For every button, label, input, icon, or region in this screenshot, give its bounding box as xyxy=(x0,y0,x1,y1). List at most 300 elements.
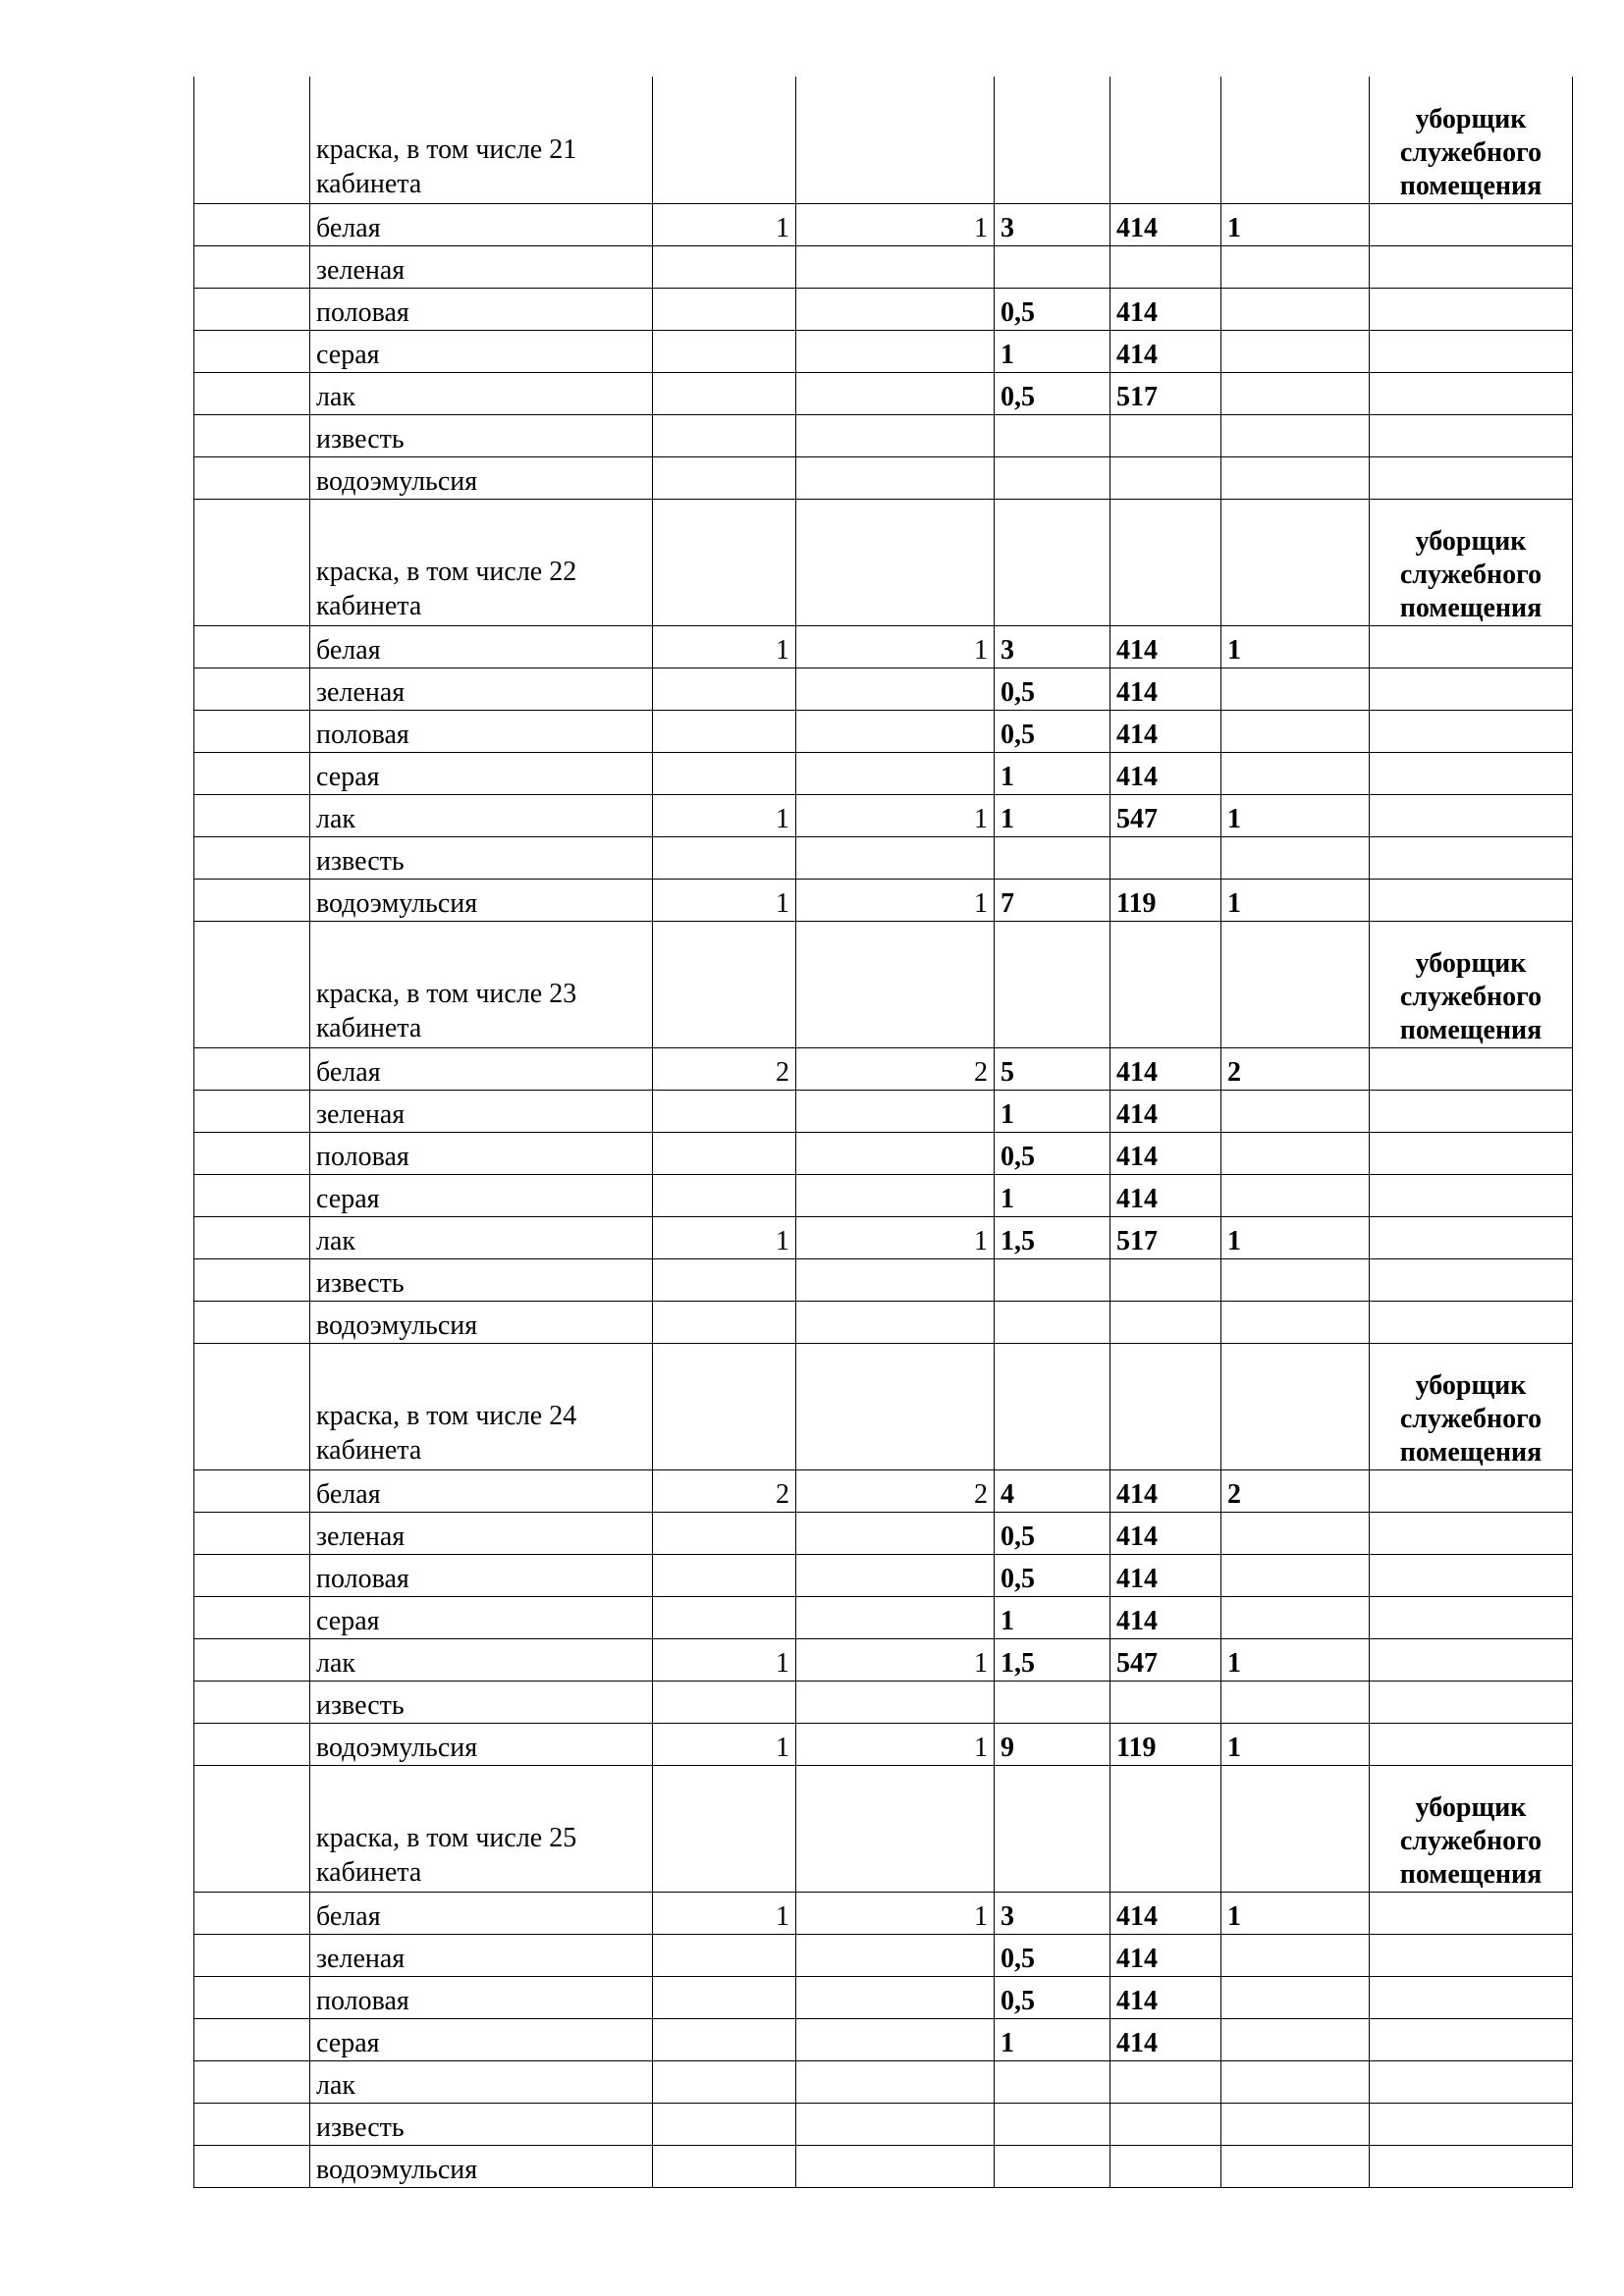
table-row xyxy=(194,1723,1573,1765)
empty-cell xyxy=(194,836,310,879)
price-cell xyxy=(1110,414,1221,456)
qty-cell: 1 xyxy=(796,1892,995,1934)
empty-cell xyxy=(194,921,310,1047)
qty-cell xyxy=(796,1301,995,1343)
item-name: водоэмульсия xyxy=(310,2145,653,2187)
price-cell: 547 xyxy=(1110,794,1221,836)
qty-cell xyxy=(653,1681,796,1723)
item-name: зеленая xyxy=(310,1934,653,1976)
price-cell: 414 xyxy=(1110,2018,1221,2060)
empty-cell xyxy=(1370,245,1573,288)
empty-cell xyxy=(194,1723,310,1765)
qty-cell: 1 xyxy=(796,625,995,667)
qty-cell xyxy=(653,372,796,414)
item-name: половая xyxy=(310,1976,653,2018)
empty-cell xyxy=(1370,1934,1573,1976)
empty-cell xyxy=(194,414,310,456)
empty-cell xyxy=(653,499,796,625)
count-cell xyxy=(1221,1174,1370,1216)
qty-cell: 2 xyxy=(796,1469,995,1512)
price-cell: 414 xyxy=(1110,1512,1221,1554)
qty-cell xyxy=(653,1554,796,1596)
empty-cell xyxy=(194,1976,310,2018)
count-cell xyxy=(1221,288,1370,330)
section-header-row xyxy=(194,77,1573,203)
price-cell: 119 xyxy=(1110,1723,1221,1765)
empty-cell xyxy=(194,1554,310,1596)
qty-cell xyxy=(653,1174,796,1216)
table-row xyxy=(194,1469,1573,1512)
table-row xyxy=(194,203,1573,245)
empty-cell xyxy=(194,77,310,203)
item-name: лак xyxy=(310,1216,653,1258)
empty-cell xyxy=(194,752,310,794)
qty-cell: 1 xyxy=(796,879,995,921)
count-cell xyxy=(1221,710,1370,752)
count-cell: 1 xyxy=(1221,203,1370,245)
qty-cell: 1 xyxy=(796,203,995,245)
qty-cell xyxy=(653,1132,796,1174)
qty-cell xyxy=(653,414,796,456)
table-body xyxy=(194,77,1573,2187)
qty-cell xyxy=(796,752,995,794)
empty-cell xyxy=(1370,330,1573,372)
amount-cell: 1 xyxy=(995,330,1110,372)
count-cell: 1 xyxy=(1221,1892,1370,1934)
price-cell xyxy=(1110,836,1221,879)
count-cell xyxy=(1221,2145,1370,2187)
qty-cell xyxy=(653,710,796,752)
amount-cell: 0,5 xyxy=(995,1554,1110,1596)
empty-cell xyxy=(194,1638,310,1681)
qty-cell: 2 xyxy=(653,1469,796,1512)
item-name: серая xyxy=(310,330,653,372)
role-label: уборщик служебного помещения xyxy=(1370,1343,1573,1469)
qty-cell xyxy=(796,1174,995,1216)
amount-cell: 0,5 xyxy=(995,710,1110,752)
empty-cell xyxy=(1370,710,1573,752)
qty-cell xyxy=(796,372,995,414)
qty-cell xyxy=(653,836,796,879)
qty-cell xyxy=(796,456,995,499)
empty-cell xyxy=(194,330,310,372)
table-row xyxy=(194,1174,1573,1216)
count-cell xyxy=(1221,330,1370,372)
table-row xyxy=(194,1638,1573,1681)
item-name: водоэмульсия xyxy=(310,456,653,499)
qty-cell: 1 xyxy=(653,203,796,245)
table-row xyxy=(194,288,1573,330)
item-name: серая xyxy=(310,2018,653,2060)
table-row xyxy=(194,1976,1573,2018)
item-name: лак xyxy=(310,794,653,836)
price-cell: 414 xyxy=(1110,288,1221,330)
price-cell: 414 xyxy=(1110,1047,1221,1090)
item-name: водоэмульсия xyxy=(310,879,653,921)
table-row xyxy=(194,1301,1573,1343)
empty-cell xyxy=(1370,1469,1573,1512)
count-cell xyxy=(1221,1934,1370,1976)
empty-cell xyxy=(653,1765,796,1892)
empty-cell xyxy=(1370,1258,1573,1301)
price-cell: 414 xyxy=(1110,1892,1221,1934)
price-cell: 414 xyxy=(1110,330,1221,372)
empty-cell xyxy=(194,1596,310,1638)
qty-cell xyxy=(653,667,796,710)
count-cell xyxy=(1221,1512,1370,1554)
amount-cell: 0,5 xyxy=(995,288,1110,330)
empty-cell xyxy=(194,1681,310,1723)
table-row xyxy=(194,836,1573,879)
amount-cell xyxy=(995,1301,1110,1343)
empty-cell xyxy=(1110,1343,1221,1469)
empty-cell xyxy=(1370,1216,1573,1258)
empty-cell xyxy=(796,499,995,625)
table-row xyxy=(194,1258,1573,1301)
price-cell xyxy=(1110,1681,1221,1723)
price-cell: 414 xyxy=(1110,625,1221,667)
price-cell xyxy=(1110,1301,1221,1343)
qty-cell xyxy=(796,1132,995,1174)
empty-cell xyxy=(194,203,310,245)
count-cell xyxy=(1221,2060,1370,2103)
empty-cell xyxy=(1110,77,1221,203)
amount-cell xyxy=(995,1681,1110,1723)
empty-cell xyxy=(194,710,310,752)
item-name: серая xyxy=(310,752,653,794)
item-name: белая xyxy=(310,1047,653,1090)
qty-cell xyxy=(796,2103,995,2145)
item-name: половая xyxy=(310,288,653,330)
empty-cell xyxy=(995,921,1110,1047)
qty-cell xyxy=(796,2060,995,2103)
item-name: половая xyxy=(310,710,653,752)
count-cell xyxy=(1221,752,1370,794)
table-row xyxy=(194,1216,1573,1258)
table-row xyxy=(194,2145,1573,2187)
amount-cell xyxy=(995,245,1110,288)
item-name: водоэмульсия xyxy=(310,1301,653,1343)
item-name: лак xyxy=(310,1638,653,1681)
count-cell: 1 xyxy=(1221,879,1370,921)
table-row xyxy=(194,1132,1573,1174)
empty-cell xyxy=(1370,752,1573,794)
empty-cell xyxy=(1221,499,1370,625)
empty-cell xyxy=(796,1343,995,1469)
empty-cell xyxy=(1370,203,1573,245)
empty-cell xyxy=(653,921,796,1047)
qty-cell xyxy=(796,414,995,456)
qty-cell: 1 xyxy=(653,1216,796,1258)
item-name: лак xyxy=(310,2060,653,2103)
qty-cell xyxy=(796,1512,995,1554)
qty-cell xyxy=(653,1934,796,1976)
qty-cell xyxy=(796,667,995,710)
amount-cell xyxy=(995,1258,1110,1301)
empty-cell xyxy=(194,1512,310,1554)
amount-cell: 0,5 xyxy=(995,667,1110,710)
empty-cell xyxy=(194,288,310,330)
table-row xyxy=(194,1047,1573,1090)
price-cell: 414 xyxy=(1110,1469,1221,1512)
role-label: уборщик служебного помещения xyxy=(1370,1765,1573,1892)
empty-cell xyxy=(653,77,796,203)
price-cell: 414 xyxy=(1110,1554,1221,1596)
qty-cell xyxy=(653,1090,796,1132)
table-row xyxy=(194,330,1573,372)
empty-cell xyxy=(796,921,995,1047)
qty-cell: 1 xyxy=(653,1723,796,1765)
section-title: краска, в том числе 23 кабинета xyxy=(310,921,653,1047)
count-cell xyxy=(1221,245,1370,288)
table-row xyxy=(194,2103,1573,2145)
qty-cell xyxy=(653,245,796,288)
empty-cell xyxy=(1370,836,1573,879)
empty-cell xyxy=(995,499,1110,625)
table-row xyxy=(194,625,1573,667)
empty-cell xyxy=(194,372,310,414)
qty-cell xyxy=(653,1512,796,1554)
count-cell: 1 xyxy=(1221,625,1370,667)
count-cell: 1 xyxy=(1221,1638,1370,1681)
empty-cell xyxy=(1370,1723,1573,1765)
amount-cell xyxy=(995,456,1110,499)
table-row xyxy=(194,1090,1573,1132)
empty-cell xyxy=(1370,879,1573,921)
empty-cell xyxy=(194,2060,310,2103)
table-row xyxy=(194,1934,1573,1976)
qty-cell xyxy=(796,1258,995,1301)
empty-cell xyxy=(194,1216,310,1258)
item-name: водоэмульсия xyxy=(310,1723,653,1765)
empty-cell xyxy=(194,625,310,667)
item-name: половая xyxy=(310,1132,653,1174)
amount-cell: 3 xyxy=(995,203,1110,245)
qty-cell xyxy=(796,836,995,879)
table-row xyxy=(194,1554,1573,1596)
table-row xyxy=(194,879,1573,921)
qty-cell: 1 xyxy=(653,1638,796,1681)
empty-cell xyxy=(1370,625,1573,667)
amount-cell: 5 xyxy=(995,1047,1110,1090)
section-title: краска, в том числе 25 кабинета xyxy=(310,1765,653,1892)
amount-cell: 1 xyxy=(995,752,1110,794)
qty-cell xyxy=(653,2145,796,2187)
empty-cell xyxy=(1110,499,1221,625)
count-cell xyxy=(1221,1090,1370,1132)
item-name: зеленая xyxy=(310,245,653,288)
count-cell xyxy=(1221,836,1370,879)
qty-cell: 2 xyxy=(796,1047,995,1090)
qty-cell xyxy=(796,245,995,288)
price-cell: 414 xyxy=(1110,1934,1221,1976)
empty-cell xyxy=(1370,456,1573,499)
empty-cell xyxy=(194,1892,310,1934)
section-header-row xyxy=(194,499,1573,625)
table-row xyxy=(194,2018,1573,2060)
price-cell: 414 xyxy=(1110,667,1221,710)
qty-cell: 1 xyxy=(653,1892,796,1934)
qty-cell xyxy=(653,2018,796,2060)
table-row xyxy=(194,1892,1573,1934)
qty-cell xyxy=(796,2018,995,2060)
price-cell: 414 xyxy=(1110,752,1221,794)
item-name: известь xyxy=(310,1258,653,1301)
empty-cell xyxy=(194,499,310,625)
item-name: известь xyxy=(310,2103,653,2145)
amount-cell xyxy=(995,836,1110,879)
empty-cell xyxy=(194,1174,310,1216)
empty-cell xyxy=(1370,667,1573,710)
empty-cell xyxy=(1370,1638,1573,1681)
table-row xyxy=(194,1596,1573,1638)
empty-cell xyxy=(194,794,310,836)
empty-cell xyxy=(194,879,310,921)
empty-cell xyxy=(194,1047,310,1090)
qty-cell: 1 xyxy=(796,1638,995,1681)
amount-cell xyxy=(995,414,1110,456)
empty-cell xyxy=(995,1343,1110,1469)
amount-cell xyxy=(995,2145,1110,2187)
item-name: лак xyxy=(310,372,653,414)
count-cell xyxy=(1221,1132,1370,1174)
count-cell: 1 xyxy=(1221,794,1370,836)
amount-cell: 1 xyxy=(995,1596,1110,1638)
count-cell xyxy=(1221,667,1370,710)
empty-cell xyxy=(995,77,1110,203)
section-title: краска, в том числе 24 кабинета xyxy=(310,1343,653,1469)
empty-cell xyxy=(796,1765,995,1892)
qty-cell xyxy=(653,2060,796,2103)
price-cell xyxy=(1110,2103,1221,2145)
qty-cell xyxy=(796,1090,995,1132)
empty-cell xyxy=(1370,414,1573,456)
price-cell: 119 xyxy=(1110,879,1221,921)
count-cell xyxy=(1221,2103,1370,2145)
qty-cell xyxy=(796,2145,995,2187)
empty-cell xyxy=(1370,1512,1573,1554)
price-cell: 414 xyxy=(1110,203,1221,245)
price-cell: 414 xyxy=(1110,710,1221,752)
empty-cell xyxy=(1370,2103,1573,2145)
item-name: серая xyxy=(310,1174,653,1216)
count-cell xyxy=(1221,1258,1370,1301)
empty-cell xyxy=(194,1934,310,1976)
qty-cell: 1 xyxy=(796,1216,995,1258)
empty-cell xyxy=(194,1301,310,1343)
qty-cell xyxy=(653,1258,796,1301)
qty-cell: 1 xyxy=(653,625,796,667)
item-name: известь xyxy=(310,414,653,456)
empty-cell xyxy=(1370,1047,1573,1090)
empty-cell xyxy=(1370,1554,1573,1596)
table-row xyxy=(194,752,1573,794)
empty-cell xyxy=(194,667,310,710)
empty-cell xyxy=(1370,1681,1573,1723)
empty-cell xyxy=(194,2145,310,2187)
price-cell xyxy=(1110,2145,1221,2187)
price-cell xyxy=(1110,245,1221,288)
qty-cell xyxy=(653,1596,796,1638)
qty-cell xyxy=(796,1681,995,1723)
role-label: уборщик служебного помещения xyxy=(1370,921,1573,1047)
qty-cell: 2 xyxy=(653,1047,796,1090)
table-row xyxy=(194,2060,1573,2103)
empty-cell xyxy=(1221,77,1370,203)
count-cell xyxy=(1221,1976,1370,2018)
amount-cell: 0,5 xyxy=(995,1976,1110,2018)
inventory-table xyxy=(193,77,1573,2188)
count-cell: 2 xyxy=(1221,1469,1370,1512)
table-row xyxy=(194,1512,1573,1554)
role-label: уборщик служебного помещения xyxy=(1370,77,1573,203)
count-cell xyxy=(1221,414,1370,456)
qty-cell xyxy=(653,1976,796,2018)
count-cell xyxy=(1221,372,1370,414)
empty-cell xyxy=(194,245,310,288)
count-cell xyxy=(1221,2018,1370,2060)
item-name: зеленая xyxy=(310,1090,653,1132)
empty-cell xyxy=(995,1765,1110,1892)
empty-cell xyxy=(194,1469,310,1512)
qty-cell xyxy=(796,1934,995,1976)
table-row xyxy=(194,1681,1573,1723)
amount-cell: 0,5 xyxy=(995,372,1110,414)
price-cell: 517 xyxy=(1110,372,1221,414)
qty-cell: 1 xyxy=(653,794,796,836)
count-cell xyxy=(1221,1681,1370,1723)
price-cell: 517 xyxy=(1110,1216,1221,1258)
qty-cell: 1 xyxy=(653,879,796,921)
price-cell: 547 xyxy=(1110,1638,1221,1681)
amount-cell: 7 xyxy=(995,879,1110,921)
item-name: зеленая xyxy=(310,1512,653,1554)
table-row xyxy=(194,667,1573,710)
empty-cell xyxy=(1370,288,1573,330)
empty-cell xyxy=(1370,794,1573,836)
item-name: зеленая xyxy=(310,667,653,710)
qty-cell xyxy=(796,1976,995,2018)
amount-cell: 0,5 xyxy=(995,1132,1110,1174)
qty-cell xyxy=(796,288,995,330)
item-name: белая xyxy=(310,1892,653,1934)
empty-cell xyxy=(1221,1343,1370,1469)
amount-cell: 1,5 xyxy=(995,1216,1110,1258)
amount-cell xyxy=(995,2060,1110,2103)
empty-cell xyxy=(1110,921,1221,1047)
amount-cell: 3 xyxy=(995,625,1110,667)
empty-cell xyxy=(194,1090,310,1132)
empty-cell xyxy=(1370,1596,1573,1638)
count-cell xyxy=(1221,456,1370,499)
price-cell: 414 xyxy=(1110,1174,1221,1216)
empty-cell xyxy=(1370,1301,1573,1343)
item-name: белая xyxy=(310,1469,653,1512)
section-header-row xyxy=(194,1343,1573,1469)
empty-cell xyxy=(194,1258,310,1301)
table-row xyxy=(194,456,1573,499)
empty-cell xyxy=(1370,372,1573,414)
empty-cell xyxy=(1221,921,1370,1047)
count-cell xyxy=(1221,1301,1370,1343)
item-name: известь xyxy=(310,1681,653,1723)
empty-cell xyxy=(1221,1765,1370,1892)
price-cell: 414 xyxy=(1110,1596,1221,1638)
amount-cell: 0,5 xyxy=(995,1934,1110,1976)
price-cell: 414 xyxy=(1110,1132,1221,1174)
empty-cell xyxy=(1370,1174,1573,1216)
empty-cell xyxy=(1370,2145,1573,2187)
